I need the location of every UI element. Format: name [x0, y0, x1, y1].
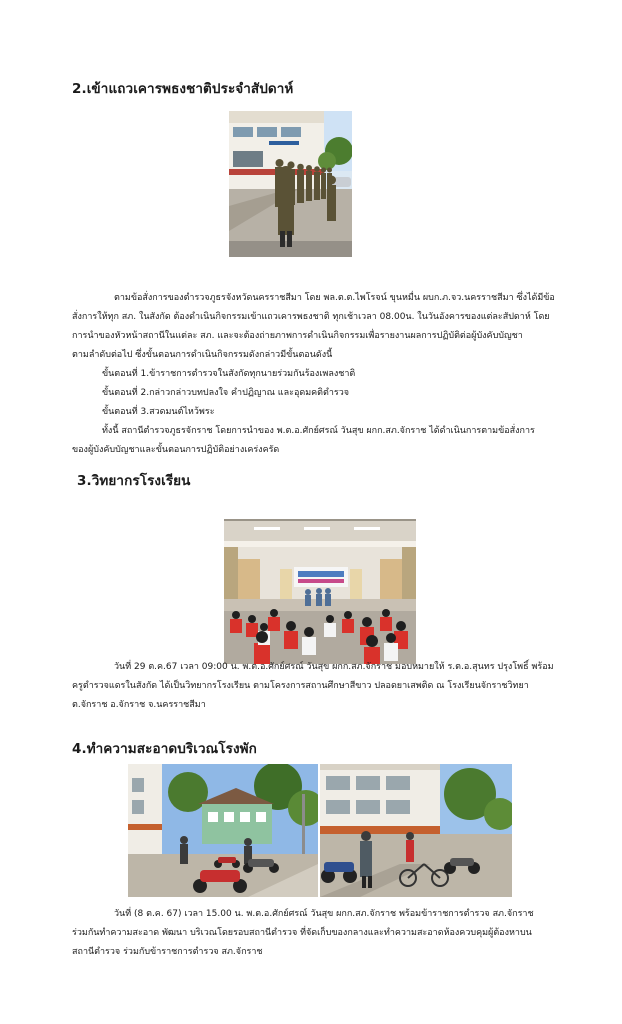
paragraph-line: ตามลำดับต่อไป ซึ่งขั้นตอนการดำเนินกิจกรรมดังกล่าวมีขั้นตอนดังนี้ — [72, 350, 333, 360]
photo-cleaning-left — [128, 764, 318, 897]
paragraph-line: ร่วมกันทำความสะอาด พัฒนา บริเวณโดยรอบสถานีตำรวจ ที่จัดเก็บของกลางและทำความสะอาดห้องควบคุมผู้ต้องหาบน — [72, 928, 532, 938]
paragraph-line: สถานีตำรวจ ร่วมกับข้าราชการตำรวจ สภ.จักราช — [72, 947, 263, 957]
section4-body — [72, 905, 568, 962]
paragraph-line: ต.จักราช อ.จักราช จ.นครราชสีมา — [72, 700, 206, 710]
paragraph-line: วันที่ (8 ต.ค. 67) เวลา 15.00 น. พ.ต.อ.ศักย์ศรณ์ วันสุข ผกก.สภ.จักราช พร้อมข้าราชการตำรวจ สภ.จักราช — [114, 909, 534, 919]
step-item: ขั้นตอนที่ 3.สวดมนต์ไหว้พระ — [102, 407, 215, 417]
paragraph-line: สั่งการให้ทุก สภ. ในสังกัด ต้องดำเนินกิจกรรมเข้าแถวเคารพธงชาติ ทุกเช้าเวลา 08.00น. ในวันอังคารของแต่ละสัปดาห์ โดย — [72, 312, 550, 322]
section-heading-flag-ceremony: 2.เข้าแถวเคารพธงชาติประจำสัปดาห์ — [72, 81, 294, 97]
paragraph-line: การนำของหัวหน้าสถานีในแต่ละ สภ. และจะต้องถ่ายภาพการดำเนินกิจกรรมเพื่อรายงานผลการปฏิบัติต่อผู้บังคับบัญชา — [72, 331, 523, 341]
section3-body — [72, 658, 568, 715]
photo-school-speaker — [224, 519, 416, 664]
photo-flag-ceremony — [229, 111, 352, 257]
section-heading-school-speaker: 3.วิทยากรโรงเรียน — [77, 473, 191, 489]
step-item: ขั้นตอนที่ 2.กล่าวกล่าวบทปลงใจ คำปฏิญาณ และอุดมคติตำรวจ — [102, 388, 350, 398]
photo-cleaning-right — [320, 764, 512, 897]
step-item: ขั้นตอนที่ 1.ข้าราชการตำรวจในสังกัดทุกนายร่วมกันร้องเพลงชาติ — [102, 369, 356, 379]
paragraph-line: ของผู้บังคับบัญชาและขั้นตอนการปฏิบัติอย่างเคร่งครัด — [72, 445, 280, 455]
paragraph-line: ทั้งนี้ สถานีตำรวจภูธรจักราช โดยการนำของ พ.ต.อ.ศักย์ศรณ์ วันสุข ผกก.สภ.จักราช ได้ดำเนินการตามข้อสั่งการ — [102, 426, 535, 436]
paragraph-line: วันที่ 29 ต.ค.67 เวลา 09:00 น. พ.ต.อ.ศักย์ศรณ์ วันสุข ผกก.สภ.จักราช มอบหมายให้ ร.ต.อ.สุนทร ปรุงโพธิ์ พร้อม — [114, 662, 554, 672]
section-heading-station-cleaning: 4.ทำความสะอาดบริเวณโรงพัก — [72, 741, 257, 757]
paragraph-line: ตามข้อสั่งการของตำรวจภูธรจังหวัดนครราชสีมา โดย พล.ต.ต.ไพโรจน์ ขุนหมื่น ผบก.ภ.จว.นครราชสีมา ซึ่งได้มีข้อ — [114, 293, 555, 303]
section2-body — [72, 289, 568, 460]
paragraph-line: ครูตำรวจแดรในสังกัด ได้เป็นวิทยากรโรงเรียน ตามโครงการสถานศึกษาสีขาว ปลอดยาเสพติด ณ โรงเรียนจักราชวิทยา — [72, 681, 529, 691]
